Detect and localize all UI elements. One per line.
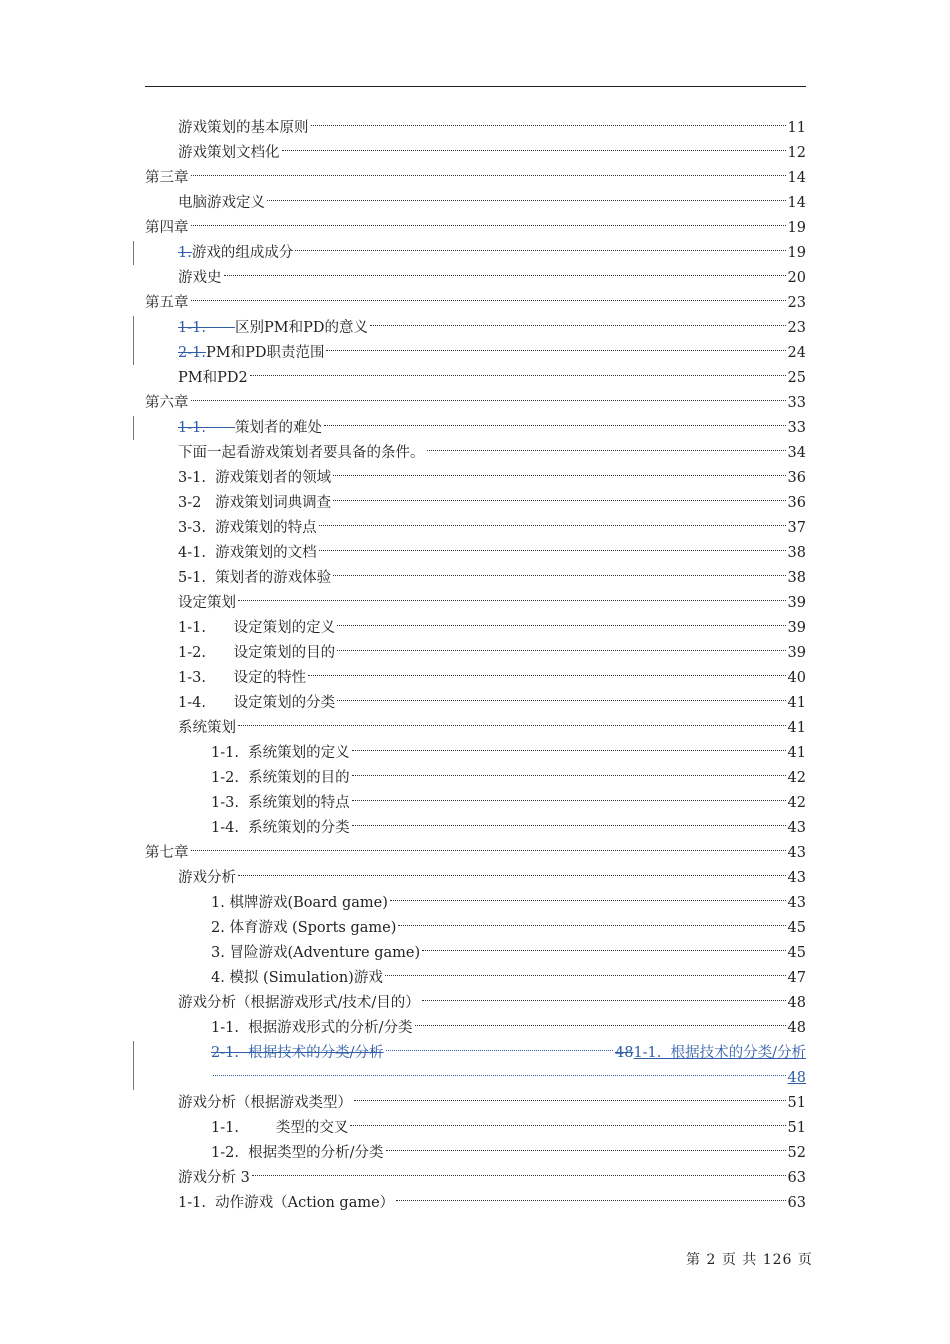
toc-page-number: 36 <box>787 495 806 511</box>
toc-label: 策划者的难处 <box>234 420 322 436</box>
toc-label: 1-4. 系统策划的分类 <box>211 820 350 836</box>
toc-label: 第六章 <box>145 395 189 411</box>
toc-entry[interactable] <box>0 1191 950 1215</box>
toc-label: 游戏分析 3 <box>178 1170 250 1186</box>
inserted-leader-line <box>211 1066 806 1090</box>
leader-dots <box>333 475 785 476</box>
toc-label: 1-3. 系统策划的特点 <box>211 795 350 811</box>
toc-page-number: 63 <box>787 1170 806 1186</box>
toc-page-number: 12 <box>787 145 806 161</box>
leader-dots <box>370 325 786 326</box>
leader-dots <box>252 1175 786 1176</box>
toc-entry-chapter[interactable] <box>0 841 950 865</box>
leader-dots <box>267 200 786 201</box>
leader-dots <box>224 275 786 276</box>
leader-dots <box>191 400 786 401</box>
toc-entry[interactable] <box>0 591 950 615</box>
leader-dots <box>337 625 785 626</box>
toc-entry-chapter[interactable] <box>0 391 950 415</box>
toc-page-number: 43 <box>787 820 806 836</box>
toc-label: 第五章 <box>145 295 189 311</box>
toc-page-number: 38 <box>787 545 806 561</box>
toc-entry-chapter[interactable] <box>0 216 950 240</box>
toc-page-number: 47 <box>787 970 806 986</box>
leader-dots <box>238 600 786 601</box>
revision-change-bar <box>133 416 134 440</box>
toc-entry[interactable] <box>0 716 950 740</box>
toc-page-number: 14 <box>787 195 806 211</box>
toc-label: 游戏的组成成分 <box>191 245 294 261</box>
toc-page-number: 63 <box>787 1195 806 1211</box>
toc-entry[interactable] <box>0 441 950 465</box>
toc-entry[interactable] <box>0 991 950 1015</box>
toc-entry[interactable] <box>0 1091 950 1115</box>
toc-entry[interactable] <box>0 241 950 265</box>
toc-entry[interactable] <box>0 816 950 840</box>
leader-dots <box>319 525 786 526</box>
inserted-leader-dots <box>213 1075 786 1076</box>
leader-dots <box>191 850 786 851</box>
toc-label: 1-4. 设定策划的分类 <box>178 695 336 711</box>
toc-label: 1-1. 类型的交叉 <box>211 1120 349 1136</box>
toc-label: 游戏分析（根据游戏形式/技术/目的） <box>178 995 420 1011</box>
toc-page-number: 40 <box>787 670 806 686</box>
toc-label: 游戏策划的基本原则 <box>178 120 309 136</box>
leader-dots <box>337 700 785 701</box>
revision-change-bar <box>133 1041 134 1090</box>
toc-page-number: 39 <box>787 645 806 661</box>
leader-dots <box>311 125 786 126</box>
toc-page-number: 41 <box>787 720 806 736</box>
toc-entry[interactable] <box>0 266 950 290</box>
leader-dots <box>295 250 785 251</box>
footer-suffix: 页 <box>797 1252 813 1268</box>
toc-label: 4-1. 游戏策划的文档 <box>178 545 317 561</box>
toc-entry-chapter[interactable] <box>0 291 950 315</box>
toc-entry[interactable] <box>0 891 950 915</box>
toc-page-number: 48 <box>787 995 806 1011</box>
toc-page-number: 33 <box>787 395 806 411</box>
deleted-toc-page-number: 48 <box>614 1045 634 1061</box>
leader-dots <box>354 1100 786 1101</box>
leader-dots <box>352 825 786 826</box>
toc-entry[interactable] <box>0 566 950 590</box>
deleted-numbering: 1-1. <box>178 320 235 336</box>
toc-label: 电脑游戏定义 <box>178 195 265 211</box>
toc-label: 第四章 <box>145 220 189 236</box>
toc-label: 4. 模拟 (Simulation)游戏 <box>211 970 383 986</box>
toc-label: 下面一起看游戏策划者要具备的条件。 <box>178 445 425 461</box>
toc-page-number: 42 <box>787 770 806 786</box>
page-footer <box>686 1249 813 1269</box>
inserted-toc-label: 1-1. 根据技术的分类/分析 <box>633 1045 806 1061</box>
toc-page-number: 45 <box>787 920 806 936</box>
leader-dots <box>352 750 786 751</box>
toc-entry-chapter[interactable] <box>0 166 950 190</box>
toc-label: 1-1. 系统策划的定义 <box>211 745 350 761</box>
toc-label: 1-2. 设定策划的目的 <box>178 645 336 661</box>
toc-entry[interactable] <box>0 1166 950 1190</box>
leader-dots <box>386 1150 786 1151</box>
total-page-count: 126 <box>762 1252 793 1268</box>
toc-label: 3. 冒险游戏(Adventure game) <box>211 945 421 961</box>
toc-entry[interactable] <box>0 916 950 940</box>
toc-page-number: 24 <box>787 345 806 361</box>
leader-dots <box>390 900 786 901</box>
toc-page-number: 43 <box>787 870 806 886</box>
toc-entry[interactable] <box>0 741 950 765</box>
toc-page-number: 37 <box>787 520 806 536</box>
toc-label: 1-1. 根据游戏形式的分析/分类 <box>211 1020 413 1036</box>
toc-entry[interactable] <box>0 116 950 140</box>
toc-page-number: 51 <box>787 1095 806 1111</box>
toc-entry-tracked-change[interactable] <box>0 1041 950 1090</box>
toc-page-number: 23 <box>787 295 806 311</box>
toc-label: 3-1. 游戏策划者的领域 <box>178 470 332 486</box>
toc-label: 游戏分析 <box>178 870 236 886</box>
toc-page-number: 48 <box>787 1020 806 1036</box>
leader-dots <box>352 800 786 801</box>
toc-page-number: 11 <box>787 120 806 136</box>
toc-label: 系统策划 <box>178 720 236 736</box>
deleted-toc-label: 2-1. 根据技术的分类/分析 <box>211 1045 384 1061</box>
toc-label: 1-2. 系统策划的目的 <box>211 770 350 786</box>
toc-page-number: 23 <box>787 320 806 336</box>
leader-dots <box>396 1200 785 1201</box>
toc-entry[interactable] <box>0 941 950 965</box>
toc-page-number: 34 <box>787 445 806 461</box>
current-page-number: 2 <box>706 1252 717 1268</box>
toc-label: 游戏史 <box>178 270 222 286</box>
toc-page-number: 42 <box>787 795 806 811</box>
header-rule <box>145 86 806 87</box>
leader-dots <box>422 1000 786 1001</box>
leader-dots <box>333 575 785 576</box>
deleted-numbering: 1. <box>178 245 192 261</box>
toc-entry[interactable] <box>0 466 950 490</box>
toc-label: 3-2 游戏策划词典调查 <box>178 495 332 511</box>
leader-dots <box>427 450 786 451</box>
toc-label: 设定策划 <box>178 595 236 611</box>
toc-label: 1-1. 设定策划的定义 <box>178 620 336 636</box>
toc-page-number: 43 <box>787 895 806 911</box>
leader-dots <box>350 1125 785 1126</box>
toc-label: 区别PM和PD的意义 <box>234 320 368 336</box>
deleted-numbering: 1-1. <box>178 420 235 436</box>
leader-dots <box>326 350 785 351</box>
toc-entry[interactable] <box>0 791 950 815</box>
toc-label: 1-1. 动作游戏（Action game） <box>178 1195 395 1211</box>
toc-entry[interactable] <box>0 866 950 890</box>
toc-entry[interactable] <box>0 691 950 715</box>
toc-entry[interactable] <box>0 416 950 440</box>
toc-entry[interactable] <box>0 366 950 390</box>
leader-dots <box>324 425 786 426</box>
toc-entry[interactable] <box>0 316 950 340</box>
toc-page-number: 38 <box>787 570 806 586</box>
toc-entry[interactable] <box>0 616 950 640</box>
toc-page-number: 25 <box>787 370 806 386</box>
revision-change-bar <box>133 241 134 265</box>
leader-dots <box>250 375 786 376</box>
toc-entry[interactable] <box>0 191 950 215</box>
toc-page-number: 51 <box>787 1120 806 1136</box>
deleted-leader-dots <box>386 1050 613 1051</box>
toc-entry[interactable] <box>0 766 950 790</box>
leader-dots <box>238 725 786 726</box>
toc-page-number: 20 <box>787 270 806 286</box>
leader-dots <box>333 500 785 501</box>
footer-mid: 页 共 <box>721 1252 758 1268</box>
leader-dots <box>191 225 786 226</box>
leader-dots <box>191 175 786 176</box>
toc-entry[interactable] <box>0 1141 950 1165</box>
toc-entry[interactable] <box>0 1016 950 1040</box>
toc-label: PM和PD2 <box>178 370 248 386</box>
toc-label: 1. 棋牌游戏(Board game) <box>211 895 388 911</box>
leader-dots <box>415 1025 786 1026</box>
toc-label: 5-1. 策划者的游戏体验 <box>178 570 332 586</box>
toc-entry[interactable] <box>0 491 950 515</box>
toc-label: 1-3. 设定的特性 <box>178 670 307 686</box>
toc-entry[interactable] <box>0 1116 950 1140</box>
toc-page-number: 33 <box>787 420 806 436</box>
toc-label: 1-2. 根据类型的分析/分类 <box>211 1145 384 1161</box>
toc-entry[interactable] <box>0 141 950 165</box>
toc-entry[interactable] <box>0 516 950 540</box>
leader-dots <box>385 975 786 976</box>
inserted-toc-page-number: 48 <box>787 1070 806 1086</box>
leader-dots <box>352 775 786 776</box>
toc-page-number: 41 <box>787 745 806 761</box>
toc-page-number: 14 <box>787 170 806 186</box>
toc-entry[interactable] <box>0 666 950 690</box>
toc-entry[interactable] <box>0 341 950 365</box>
toc-page-number: 19 <box>787 220 806 236</box>
toc-page-number: 36 <box>787 470 806 486</box>
leader-dots <box>398 925 785 926</box>
deleted-numbering: 2-1. <box>178 345 206 361</box>
toc-entry[interactable] <box>0 541 950 565</box>
toc-page-number: 45 <box>787 945 806 961</box>
toc-entry[interactable] <box>0 966 950 990</box>
toc-page-number: 39 <box>787 595 806 611</box>
toc-page-number: 19 <box>787 245 806 261</box>
toc-label: PM和PD职责范围 <box>205 345 325 361</box>
leader-dots <box>308 675 785 676</box>
leader-dots <box>319 550 786 551</box>
toc-label: 2. 体育游戏 (Sports game) <box>211 920 397 936</box>
leader-dots <box>422 950 785 951</box>
footer-prefix: 第 <box>686 1252 701 1268</box>
toc-label: 游戏策划文档化 <box>178 145 280 161</box>
leader-dots <box>337 650 785 651</box>
toc-page-number: 52 <box>787 1145 806 1161</box>
toc-page-number: 39 <box>787 620 806 636</box>
toc-entry[interactable] <box>0 641 950 665</box>
leader-dots <box>191 300 786 301</box>
toc-page-number: 41 <box>787 695 806 711</box>
toc-label: 第七章 <box>145 845 189 861</box>
leader-dots <box>282 150 786 151</box>
leader-dots <box>238 875 786 876</box>
toc-label: 第三章 <box>145 170 189 186</box>
toc-label: 游戏分析（根据游戏类型） <box>178 1095 352 1111</box>
toc-page-number: 43 <box>787 845 806 861</box>
toc-label: 3-3. 游戏策划的特点 <box>178 520 317 536</box>
